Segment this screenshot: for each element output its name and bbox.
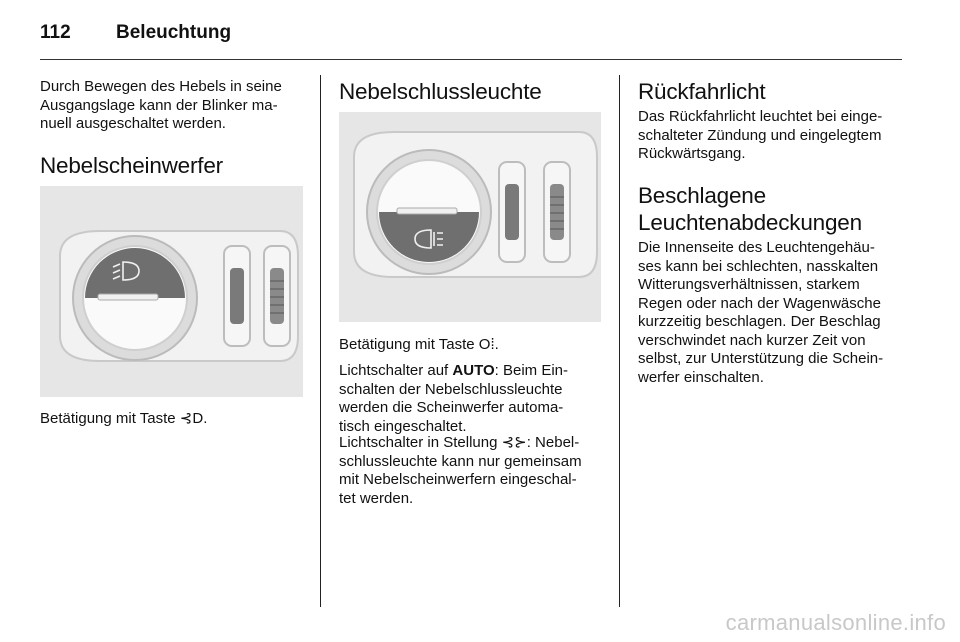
page-header bbox=[40, 20, 902, 60]
paragraph-auto bbox=[339, 362, 605, 436]
caption-front-fog: Betätigung mit Taste ⊰D. bbox=[40, 410, 208, 427]
heading-rear-fog: Nebelschlussleuchte bbox=[339, 79, 542, 104]
light-switch-figure-front-fog bbox=[40, 186, 303, 397]
section-title: Beleuchtung bbox=[116, 22, 232, 43]
page-number: 112 bbox=[40, 22, 71, 43]
column-divider-1 bbox=[320, 75, 321, 607]
heading-fogged-covers: Beschlagene Leuchtenabdeckungen bbox=[638, 183, 862, 235]
heading-reverse-light: Rückfahrlicht bbox=[638, 79, 766, 104]
caption-rear-fog: Betätigung mit Taste O⁞. bbox=[339, 336, 499, 353]
intro-paragraph: Durch Bewegen des Hebels in seine Ausgangslage kann der Blinker ma- nuell ausgeschaltet werden. bbox=[40, 78, 282, 132]
light-switch-illustration bbox=[339, 112, 601, 322]
light-switch-figure-rear-fog bbox=[339, 112, 601, 322]
paragraph-fogged-covers: Die Innenseite des Leuchtengehäu- ses kann bei schlechten, nasskalten Witterungsverhältnissen, starkem Regen oder nach der Wagenwäsche kurzzeitig beschlagen. Der Beschlag verschwindet nach kurzer Zeit von selbst, zur Unterstützung die Schein- werfer einschalten. bbox=[638, 239, 884, 386]
heading-front-fog: Nebelscheinwerfer bbox=[40, 153, 223, 178]
column-divider-2 bbox=[619, 75, 620, 607]
paragraph-reverse-light: Das Rückfahrlicht leuchtet bei einge- schalteter Zündung und eingelegtem Rückwärtsgang. bbox=[638, 108, 883, 162]
header-divider bbox=[40, 59, 902, 60]
auto-keyword: AUTO bbox=[452, 362, 495, 379]
watermark: carmanualsonline.info bbox=[725, 610, 946, 635]
light-switch-illustration bbox=[40, 186, 303, 397]
paragraph-position: Lichtschalter in Stellung ⊰⊱: Nebel- schlussleuchte kann nur gemeinsam mit Nebelscheinwerfern eingeschal- tet werden. bbox=[339, 434, 582, 507]
auto-prefix: Lichtschalter auf bbox=[339, 362, 453, 379]
auto-rest: : Beim Ein- schalten der Nebelschlussleuchte werden die Scheinwerfer automa- tisch eingeschaltet. bbox=[339, 362, 568, 435]
